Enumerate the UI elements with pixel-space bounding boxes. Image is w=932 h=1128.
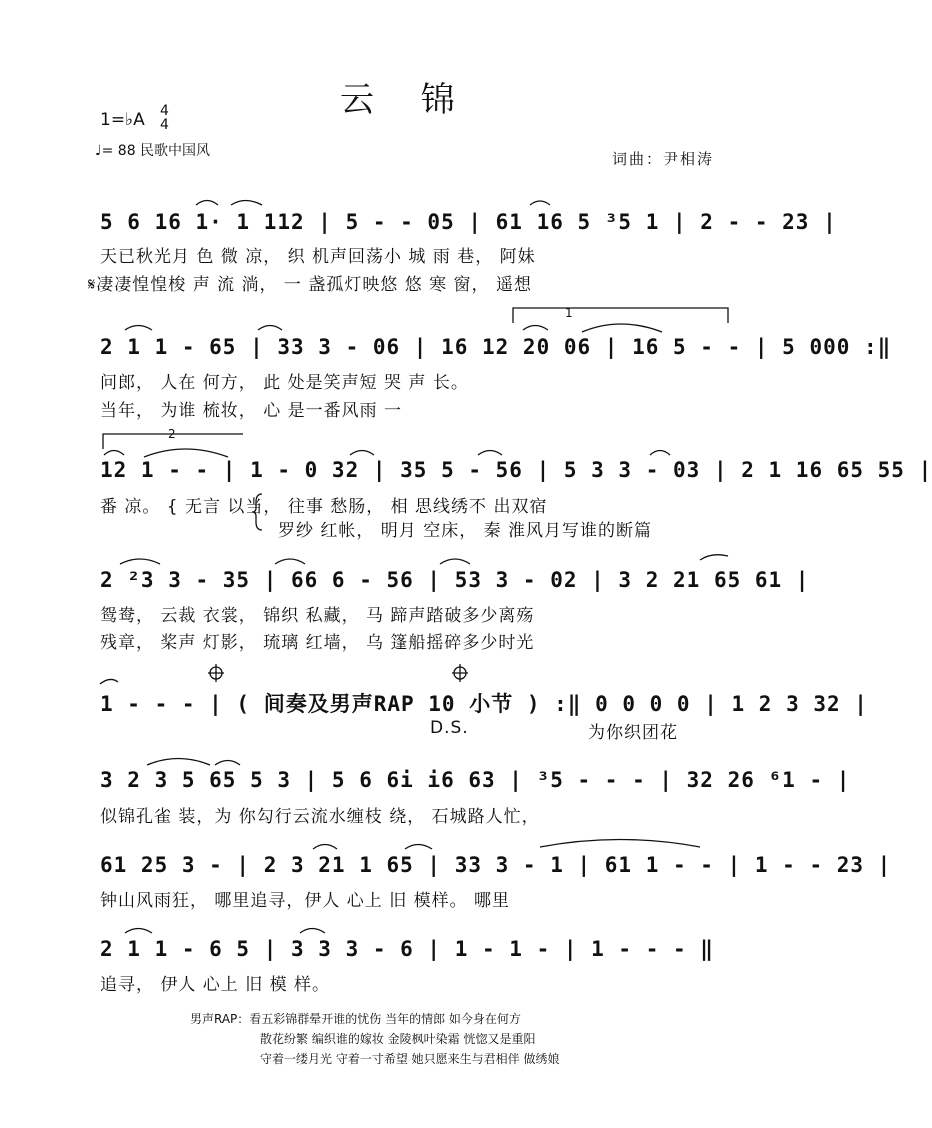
- notation-line: 12 1 - - | 1 - 0 32 | 35 5 - 56 | 5 3 3 - 03 | 2 1 16 65 55 |: [100, 458, 932, 482]
- tie-mark: [125, 929, 152, 934]
- rap-line: 散花纷繁 编织谁的嫁妆 金陵枫叶染霜 恍惚又是重阳: [260, 1032, 536, 1046]
- tie-mark: [530, 201, 550, 205]
- tie-mark: [100, 679, 118, 684]
- ds-marking: D.S.: [430, 718, 469, 738]
- tie-mark: [350, 451, 374, 456]
- tie-mark: [540, 840, 700, 848]
- song-title: 云 锦: [340, 80, 473, 120]
- tie-mark: [313, 845, 337, 850]
- tie-mark: [258, 326, 282, 331]
- tie-mark: [231, 201, 262, 206]
- notation-line: 1 - - - | ( 间奏及男声RAP 10 小节 ) :‖ 0 0 0 0 | 1 2 3 32 |: [100, 692, 868, 716]
- tempo-marking: ♩= 88 民歌中国风: [95, 143, 211, 159]
- rap-line: 守着一缕月光 守着一寸希望 她只愿来生与君相伴 做绣娘: [260, 1052, 560, 1066]
- tie-mark: [582, 324, 662, 332]
- lyric-line: 当年， 为谁 梳妆， 心 是一番风雨 一: [100, 401, 403, 421]
- time-signature: 4 4: [160, 103, 169, 133]
- tie-mark: [523, 326, 548, 331]
- notation-line: 3 2 3 5 65 5 3 | 5 6 6i i6 63 | ³5 - - - | 32 26 ⁶1 - |: [100, 768, 851, 792]
- tie-mark: [104, 451, 124, 456]
- tie-mark: [120, 559, 160, 564]
- volta-bracket: [513, 308, 728, 323]
- lyric-line: 天已秋光月 色 微 凉， 织 机声回荡小 城 雨 巷， 阿妹: [100, 247, 536, 267]
- tie-mark: [125, 326, 152, 331]
- volta-bracket: [103, 434, 243, 449]
- key-signature: 1=♭A: [100, 110, 145, 130]
- lyric-line: 鸳鸯， 云裁 衣裳， 锦织 私藏， 马 蹄声踏破多少离殇: [100, 606, 535, 626]
- tie-mark: [147, 759, 210, 766]
- tie-mark: [300, 929, 325, 934]
- notation-line: 61 25 3 - | 2 3 21 1 65 | 33 3 - 1 | 61 1 - - | 1 - - 23 |: [100, 853, 892, 877]
- lyric-line: 残章， 桨声 灯影， 琉璃 红墙， 乌 篷船摇碎多少时光: [100, 633, 535, 653]
- lyric-line: 罗纱 红帐， 明月 空床， 秦 淮风月写谁的断篇: [278, 521, 653, 541]
- lyric-brace: [252, 494, 262, 530]
- lyric-line: 钟山风雨狂， 哪里追寻，伊人 心上 旧 模样。 哪里: [100, 891, 511, 911]
- lyric-line: 似锦孔雀 装，为 你勾行云流水缠枝 绕， 石城路人忙，: [100, 807, 540, 827]
- tie-mark: [440, 559, 470, 564]
- lyric-line: 问郎， 人在 何方， 此 处是笑声短 哭 声 长。: [100, 373, 469, 393]
- lyric-line: 追寻， 伊人 心上 旧 模 样。: [100, 975, 331, 995]
- tie-mark: [144, 449, 228, 457]
- volta-number: 2: [168, 427, 176, 441]
- rap-line: 男声RAP：看五彩锦群晕开谁的忧伤 当年的情郎 如今身在何方: [190, 1012, 521, 1026]
- tie-mark: [650, 451, 670, 456]
- notation-line: 5 6 16 1· 1 112 | 5 - - 05 | 61 16 5 ³5 1 | 2 - - 23 |: [100, 210, 837, 234]
- tie-mark: [196, 201, 218, 206]
- volta-number: 1: [565, 306, 573, 320]
- tie-mark: [405, 845, 432, 850]
- lyric-line: 𝄋凄凄惶惶梭 声 流 淌， 一 盏孤灯映悠 悠 寒 窗， 遥想: [88, 275, 532, 295]
- tie-mark: [478, 451, 502, 456]
- lyric-line: 为你织团花: [588, 723, 678, 743]
- coda-sign: [452, 664, 468, 682]
- coda-sign: [208, 664, 224, 682]
- tie-mark: [215, 761, 240, 766]
- notation-line: 2 1 1 - 6 5 | 3 3 3 - 6 | 1 - 1 - | 1 - - - ‖: [100, 937, 714, 961]
- composer-credit: 词曲：尹相涛: [612, 150, 715, 168]
- lyric-line: 番 凉。 { 无言 以当， 往事 愁肠， 相 思线绣不 出双宿: [100, 497, 548, 517]
- notation-line: 2 1 1 - 65 | 33 3 - 06 | 16 12 20 06 | 16 5 - - | 5 000 :‖: [100, 335, 892, 359]
- notation-line: 2 ²3 3 - 35 | 66 6 - 56 | 53 3 - 02 | 3 2 21 65 61 |: [100, 568, 810, 592]
- tie-mark: [700, 555, 728, 560]
- tie-mark: [275, 559, 305, 564]
